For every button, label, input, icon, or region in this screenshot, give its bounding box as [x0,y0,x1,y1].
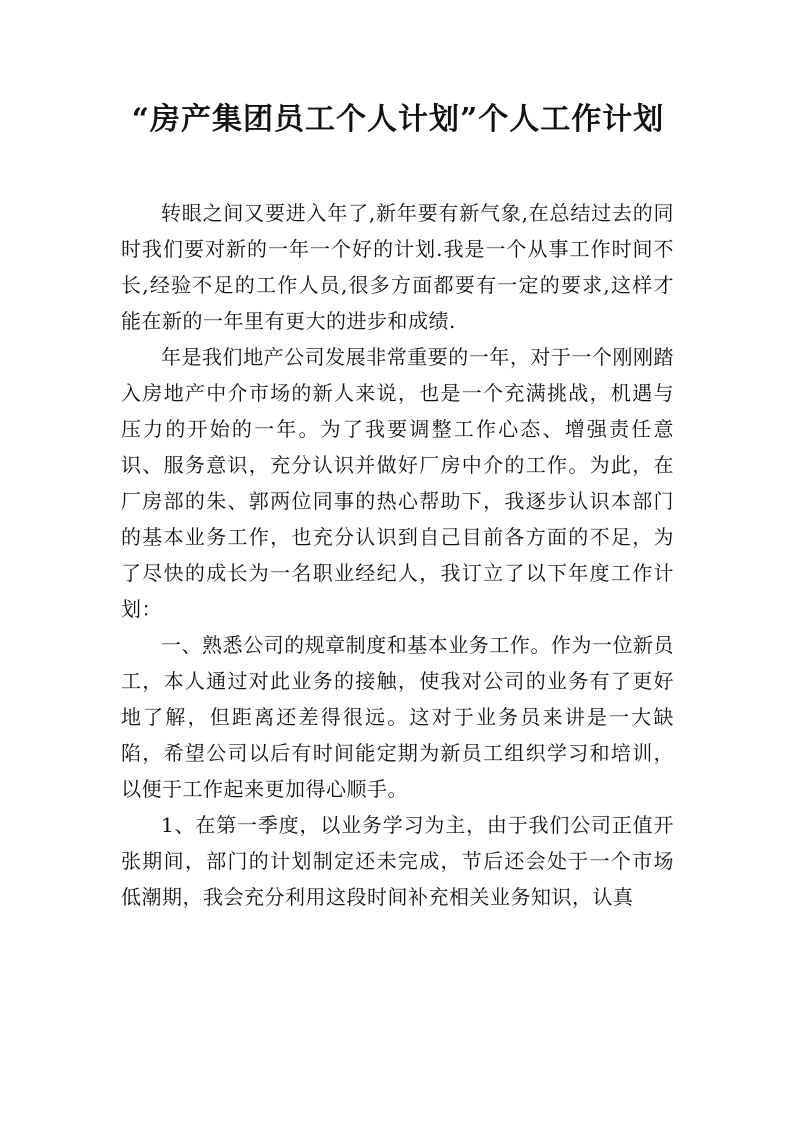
paragraph-first-quarter: 1、在第一季度，以业务学习为主，由于我们公司正值开张期间，部门的计划制定还未完成，节后还会处于一个市场低潮期，我会充分利用这段时间补充相关业务知识，认真 [121,813,674,909]
document-body [121,195,674,915]
paragraph-intro: 转眼之间又要进入年了,新年要有新气象,在总结过去的同时我们要对新的一年一个好的计划.我是一个从事工作时间不长,经验不足的工作人员,很多方面都要有一定的要求,这样才能在新的一年里有更大的进步和成绩. [121,201,674,333]
document-title: “房产集团员工个人计划”个人工作计划 [131,102,665,137]
paragraph-section-one: 一、熟悉公司的规章制度和基本业务工作。作为一位新员工，本人通过对此业务的接触，使我对公司的业务有了更好地了解，但距离还差得很远。这对于业务员来讲是一大缺陷，希望公司以后有时间能定期为新员工组织学习和培训，以便于工作起来更加得心顺手。 [121,633,674,801]
paragraph-year-overview: 年是我们地产公司发展非常重要的一年，对于一个刚刚踏入房地产中介市场的新人来说，也是一个充满挑战，机遇与压力的开始的一年。为了我要调整工作心态、增强责任意识、服务意识，充分认识并做好厂房中介的工作。为此，在厂房部的朱、郭两位同事的热心帮助下，我逐步认识本部门的基本业务工作，也充分认识到自己目前各方面的不足，为了尽快的成长为一名职业经纪人，我订立了以下年度工作计划： [121,345,674,621]
